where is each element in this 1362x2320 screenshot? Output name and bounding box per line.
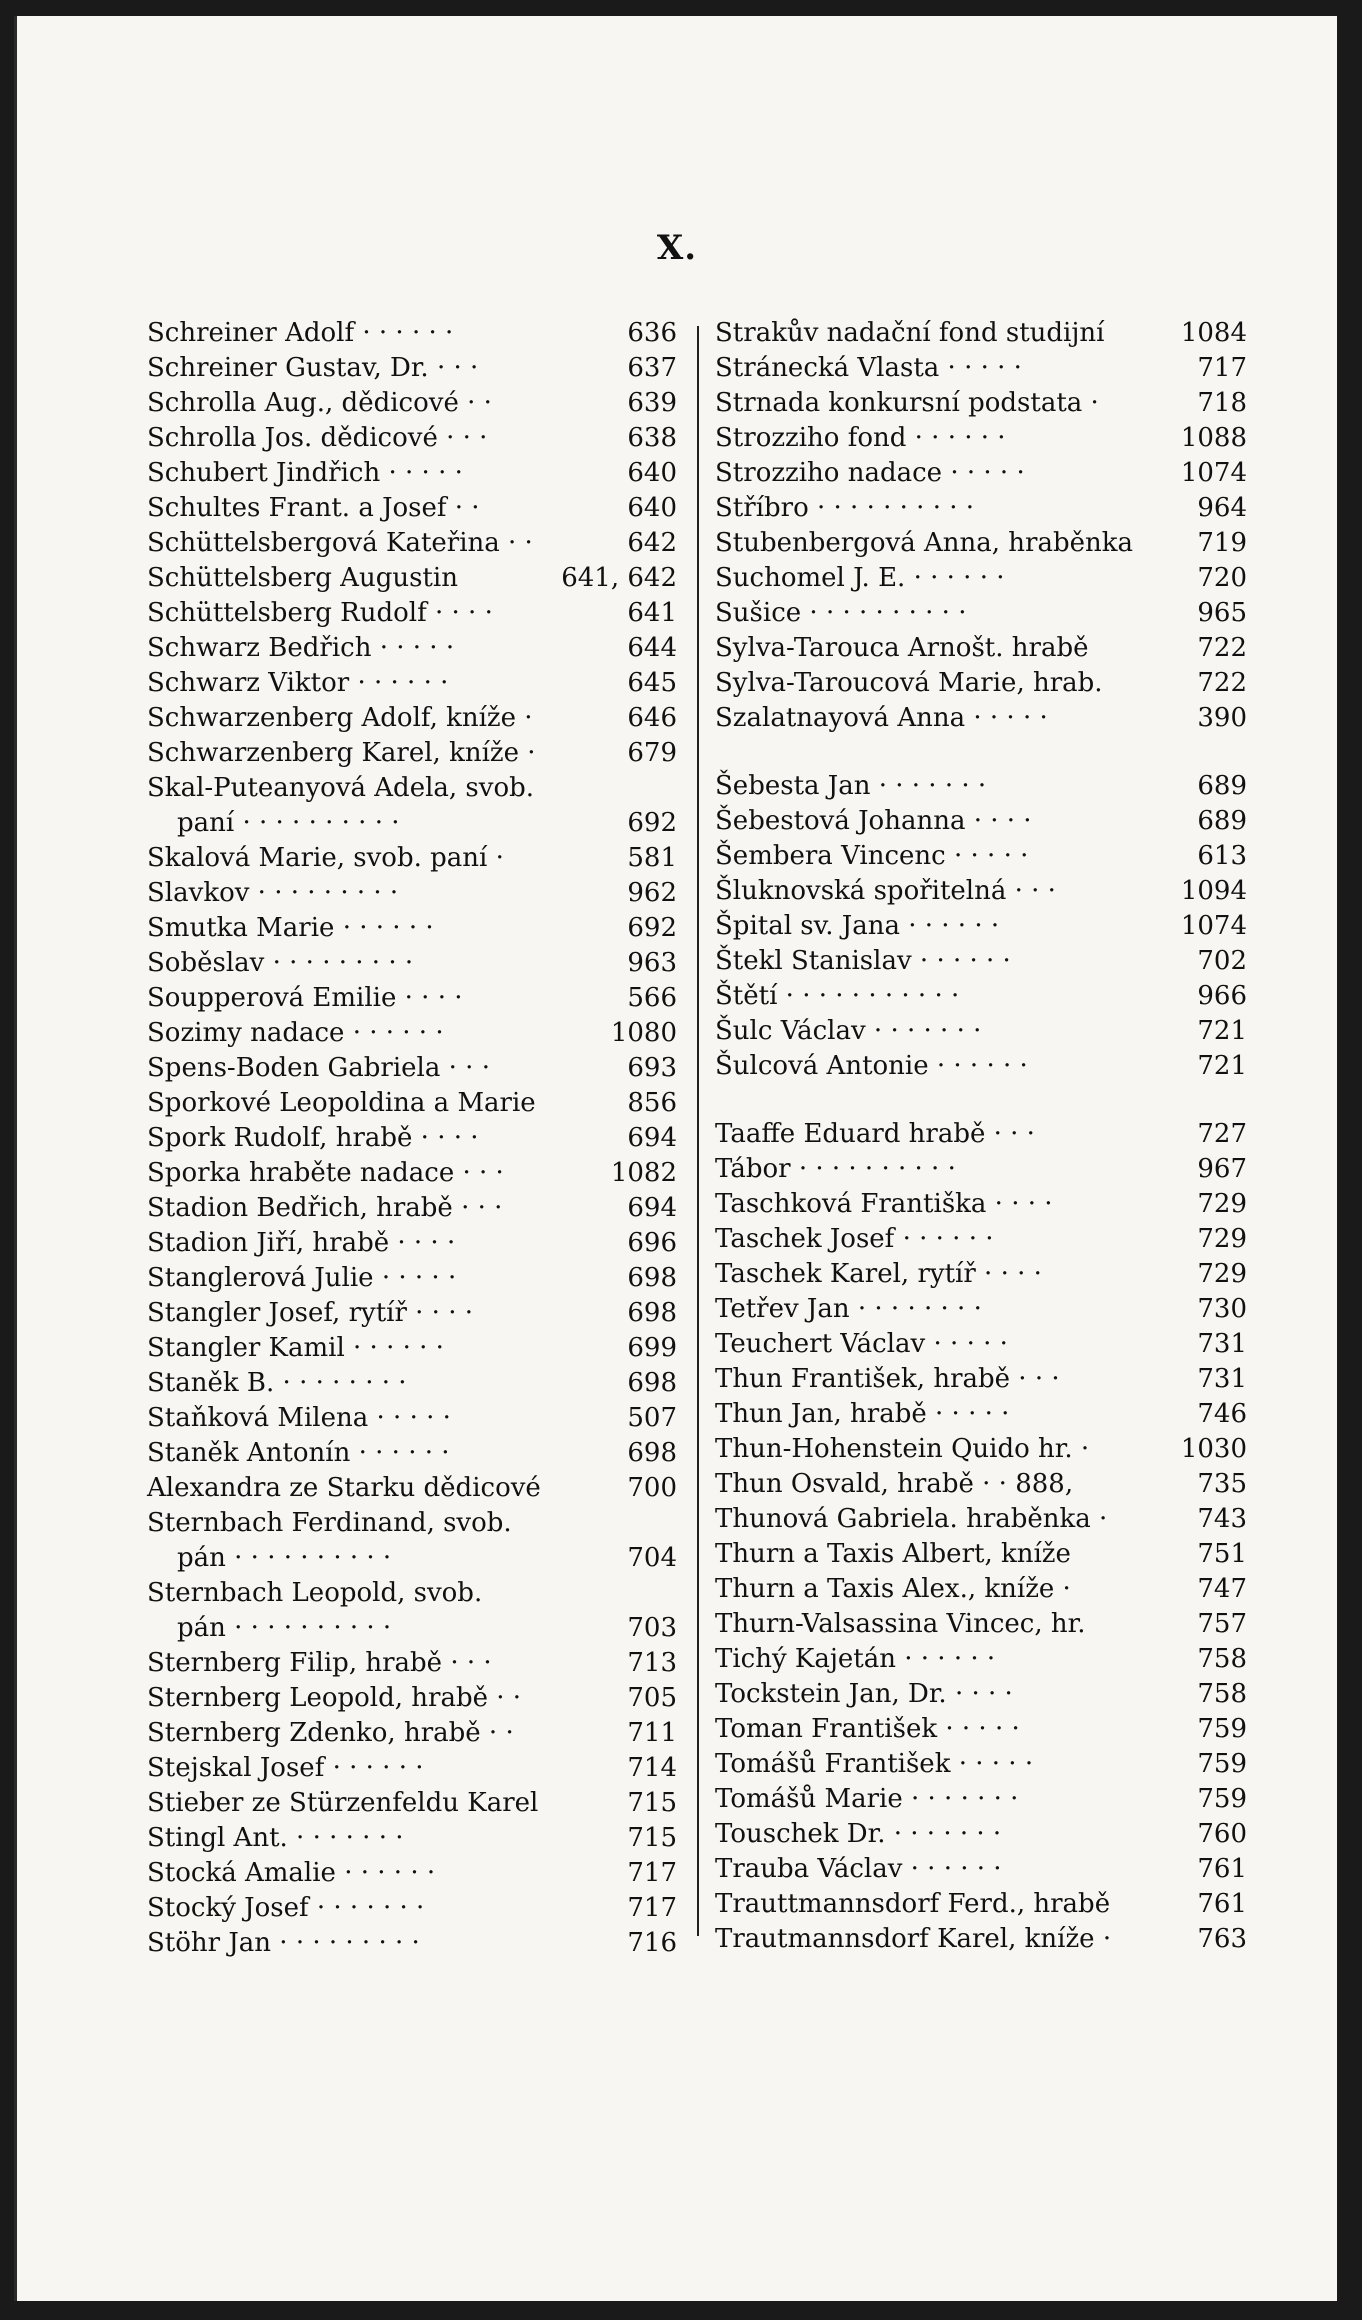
entry-page-number: 727: [1193, 1117, 1247, 1152]
right-column: [715, 316, 1247, 1957]
index-entry: [715, 491, 1247, 526]
entry-name: Schüttelsberg Augustin: [147, 563, 458, 593]
entry-name: Šembera Vincenc · · · · ·: [715, 841, 1029, 871]
index-entry: [147, 911, 677, 946]
index-entry: [147, 1821, 677, 1856]
index-entry: [715, 701, 1247, 736]
index-entry: [715, 1537, 1247, 1572]
index-entry: [715, 1502, 1247, 1537]
index-entry: [147, 1856, 677, 1891]
entry-page-number: 758: [1193, 1677, 1247, 1712]
entry-page-number: 963: [623, 946, 677, 981]
index-entry: [715, 456, 1247, 491]
index-entry: [147, 1261, 677, 1296]
index-entry: [147, 386, 677, 421]
index-entry: [147, 1681, 677, 1716]
index-entry: [147, 1401, 677, 1436]
entry-name: Sternbach Leopold, svob.: [147, 1578, 483, 1608]
entry-name: Stříbro · · · · · · · · · ·: [715, 493, 975, 523]
entry-page-number: 719: [1193, 526, 1247, 561]
entry-page-number: 717: [1193, 351, 1247, 386]
index-entry: [147, 771, 677, 806]
entry-page-number: 722: [1193, 631, 1247, 666]
entry-page-number: 700: [623, 1471, 677, 1506]
entry-page-number: 713: [623, 1646, 677, 1681]
entry-page-number: 641: [623, 596, 677, 631]
index-entry: [715, 1467, 1247, 1502]
entry-name: Taschková Františka · · · ·: [715, 1189, 1053, 1219]
entry-name: Štětí · · · · · · · · · · ·: [715, 981, 960, 1011]
index-entry: [715, 1222, 1247, 1257]
index-entry: [147, 1541, 677, 1576]
index-entry: [147, 1121, 677, 1156]
index-entry: [715, 526, 1247, 561]
entry-name: Sylva-Taroucová Marie, hrab.: [715, 668, 1103, 698]
index-entry: [715, 1677, 1247, 1712]
entry-name: Staněk Antonín · · · · · ·: [147, 1438, 450, 1468]
entry-name: Schüttelsberg Rudolf · · · ·: [147, 598, 493, 628]
entry-page-number: 967: [1193, 1152, 1247, 1187]
entry-name: Taaffe Eduard hrabě · · ·: [715, 1119, 1035, 1149]
entry-page-number: 640: [623, 456, 677, 491]
index-entry: [147, 1366, 677, 1401]
index-entry: [147, 1051, 677, 1086]
entry-name: Thurn a Taxis Alex., kníže ·: [715, 1574, 1071, 1604]
index-entry: [715, 804, 1247, 839]
entry-page-number: 966: [1193, 979, 1247, 1014]
entry-name: Teuchert Václav · · · · ·: [715, 1329, 1008, 1359]
entry-name: Alexandra ze Starku dědicové: [147, 1473, 541, 1503]
index-entry: [147, 1226, 677, 1261]
entry-page-number: 1080: [607, 1016, 677, 1051]
entry-name: Strozziho fond · · · · · ·: [715, 423, 1006, 453]
entry-page-number: 962: [623, 876, 677, 911]
index-entry: [147, 1611, 677, 1646]
entry-page-number: 1082: [607, 1156, 677, 1191]
entry-name: Sušice · · · · · · · · · ·: [715, 598, 967, 628]
entry-name: Sternberg Filip, hrabě · · ·: [147, 1648, 492, 1678]
entry-name: Skal-Puteanyová Adela, svob.: [147, 773, 535, 803]
entry-page-number: 718: [1193, 386, 1247, 421]
entry-page-number: 696: [623, 1226, 677, 1261]
index-entry: [715, 596, 1247, 631]
entry-name: Stocký Josef · · · · · · ·: [147, 1893, 425, 1923]
index-entry: [147, 1926, 677, 1961]
index-entry: [147, 1086, 677, 1121]
index-entry: [147, 1716, 677, 1751]
index-entry: [715, 1852, 1247, 1887]
index-entry: [715, 1607, 1247, 1642]
index-entry: [147, 1891, 677, 1926]
index-entry: [715, 1922, 1247, 1957]
index-entry: [715, 769, 1247, 804]
entry-page-number: 759: [1193, 1747, 1247, 1782]
entry-page-number: 1088: [1177, 421, 1247, 456]
index-entry: [147, 561, 677, 596]
entry-page-number: 729: [1193, 1187, 1247, 1222]
entry-name: Strozziho nadace · · · · ·: [715, 458, 1025, 488]
entry-name: Tomášů František · · · · ·: [715, 1749, 1034, 1779]
index-entry: [715, 909, 1247, 944]
entry-page-number: 721: [1193, 1049, 1247, 1084]
index-entry: [147, 946, 677, 981]
entry-name: Sternberg Zdenko, hrabě · ·: [147, 1718, 514, 1748]
entry-page-number: 692: [623, 806, 677, 841]
entry-name: Staňková Milena · · · · ·: [147, 1403, 451, 1433]
entry-page-number: 705: [623, 1681, 677, 1716]
entry-page-number: 715: [623, 1786, 677, 1821]
entry-page-number: 743: [1193, 1502, 1247, 1537]
entry-name: Špital sv. Jana · · · · · ·: [715, 911, 1000, 941]
entry-page-number: 566: [623, 981, 677, 1016]
entry-name: Thun František, hrabě · · ·: [715, 1364, 1060, 1394]
entry-page-number: 641, 642: [557, 561, 677, 596]
index-entry: [715, 1747, 1247, 1782]
entry-name: Šluknovská spořitelná · · ·: [715, 876, 1056, 906]
entry-page-number: 644: [623, 631, 677, 666]
entry-page-number: 698: [623, 1296, 677, 1331]
index-entry: [147, 1471, 677, 1506]
entry-page-number: 735: [1193, 1467, 1247, 1502]
entry-page-number: 856: [623, 1086, 677, 1121]
entry-page-number: 759: [1193, 1712, 1247, 1747]
entry-name: Thun Jan, hrabě · · · · ·: [715, 1399, 1010, 1429]
entry-page-number: 1084: [1177, 316, 1247, 351]
entry-page-number: 1094: [1177, 874, 1247, 909]
entry-name: Touschek Dr. · · · · · · ·: [715, 1819, 1002, 1849]
entry-name: Spens-Boden Gabriela · · ·: [147, 1053, 490, 1083]
entry-name: Schreiner Adolf · · · · · ·: [147, 318, 454, 348]
entry-page-number: 642: [623, 526, 677, 561]
entry-page-number: 711: [623, 1716, 677, 1751]
entry-name: Toman František · · · · ·: [715, 1714, 1020, 1744]
entry-name: Szalatnayová Anna · · · · ·: [715, 703, 1048, 733]
index-entry: [715, 1152, 1247, 1187]
entry-name: paní · · · · · · · · · ·: [177, 808, 400, 838]
entry-page-number: 721: [1193, 1014, 1247, 1049]
entry-page-number: 693: [623, 1051, 677, 1086]
entry-page-number: 704: [623, 1541, 677, 1576]
index-entry: [715, 1887, 1247, 1922]
entry-name: Thun-Hohenstein Quido hr. ·: [715, 1434, 1090, 1464]
entry-page-number: 758: [1193, 1642, 1247, 1677]
entry-name: Sporka hraběte nadace · · ·: [147, 1158, 504, 1188]
column-divider: [697, 326, 699, 1936]
index-entry: [147, 421, 677, 456]
entry-name: Soběslav · · · · · · · · ·: [147, 948, 414, 978]
entry-name: Stadion Jiří, hrabě · · · ·: [147, 1228, 456, 1258]
entry-name: Stangler Josef, rytíř · · · ·: [147, 1298, 474, 1328]
page-number: X.: [656, 228, 698, 268]
entry-page-number: 730: [1193, 1292, 1247, 1327]
entry-name: Štekl Stanislav · · · · · ·: [715, 946, 1011, 976]
index-entry: [715, 1117, 1247, 1152]
index-entry: [715, 1014, 1247, 1049]
entry-page-number: 717: [623, 1891, 677, 1926]
index-entry: [715, 316, 1247, 351]
entry-page-number: 639: [623, 386, 677, 421]
entry-page-number: 714: [623, 1751, 677, 1786]
entry-name: Suchomel J. E. · · · · · ·: [715, 563, 1005, 593]
entry-name: Taschek Karel, rytíř · · · ·: [715, 1259, 1042, 1289]
entry-page-number: 747: [1193, 1572, 1247, 1607]
entry-page-number: 698: [623, 1366, 677, 1401]
index-entry: [147, 806, 677, 841]
entry-name: Tetřev Jan · · · · · · · ·: [715, 1294, 982, 1324]
index-entry: [147, 981, 677, 1016]
entry-page-number: 702: [1193, 944, 1247, 979]
entry-name: Thun Osvald, hrabě · · 888,: [715, 1469, 1074, 1499]
index-entry: [147, 1646, 677, 1681]
index-entry: [147, 841, 677, 876]
entry-page-number: 638: [623, 421, 677, 456]
index-entry: [715, 631, 1247, 666]
entry-name: Schubert Jindřich · · · · ·: [147, 458, 463, 488]
index-entry: [147, 1506, 677, 1541]
index-entry: [715, 1362, 1247, 1397]
index-entry: [715, 1049, 1247, 1084]
entry-name: Schrolla Jos. dědicové · · ·: [147, 423, 488, 453]
entry-page-number: 581: [623, 841, 677, 876]
index-entry: [147, 351, 677, 386]
entry-name: Stocká Amalie · · · · · ·: [147, 1858, 436, 1888]
entry-page-number: 761: [1193, 1887, 1247, 1922]
entry-page-number: 1074: [1177, 456, 1247, 491]
entry-name: Spork Rudolf, hrabě · · · ·: [147, 1123, 479, 1153]
index-entry: [147, 631, 677, 666]
index-entry: [147, 1331, 677, 1366]
entry-name: Staněk B. · · · · · · · ·: [147, 1368, 407, 1398]
entry-page-number: 717: [623, 1856, 677, 1891]
index-entry: [715, 874, 1247, 909]
entry-name: Slavkov · · · · · · · · ·: [147, 878, 399, 908]
entry-name: Tomášů Marie · · · · · · ·: [715, 1784, 1019, 1814]
entry-name: Schultes Frant. a Josef · ·: [147, 493, 480, 523]
entry-name: Stejskal Josef · · · · · ·: [147, 1753, 424, 1783]
index-entry: [147, 666, 677, 701]
entry-name: Trauttmannsdorf Ferd., hrabě: [715, 1889, 1111, 1919]
entry-name: Tockstein Jan, Dr. · · · ·: [715, 1679, 1013, 1709]
entry-name: Šulcová Antonie · · · · · ·: [715, 1051, 1028, 1081]
entry-page-number: 716: [623, 1926, 677, 1961]
entry-page-number: 729: [1193, 1257, 1247, 1292]
left-column: [147, 316, 677, 1961]
entry-page-number: 729: [1193, 1222, 1247, 1257]
index-entry: [715, 351, 1247, 386]
index-page: [14, 16, 1337, 2301]
entry-name: Stöhr Jan · · · · · · · · ·: [147, 1928, 420, 1958]
entry-page-number: 703: [623, 1611, 677, 1646]
entry-page-number: 613: [1193, 839, 1247, 874]
entry-page-number: 964: [1193, 491, 1247, 526]
index-entry: [715, 666, 1247, 701]
index-entry: [715, 1397, 1247, 1432]
entry-name: Šulc Václav · · · · · · ·: [715, 1016, 982, 1046]
entry-name: Stadion Bedřich, hrabě · · ·: [147, 1193, 503, 1223]
entry-page-number: 507: [623, 1401, 677, 1436]
entry-page-number: 1074: [1177, 909, 1247, 944]
entry-name: pán · · · · · · · · · ·: [177, 1543, 392, 1573]
entry-name: Schwarzenberg Karel, kníže ·: [147, 738, 536, 768]
index-entry: [715, 1572, 1247, 1607]
index-entry: [715, 1292, 1247, 1327]
entry-name: Trauba Václav · · · · · ·: [715, 1854, 1002, 1884]
index-entry: [715, 1817, 1247, 1852]
entry-page-number: 757: [1193, 1607, 1247, 1642]
entry-name: Strakův nadační fond studijní: [715, 318, 1105, 348]
entry-name: Sporkové Leopoldina a Marie: [147, 1088, 536, 1118]
entry-name: Skalová Marie, svob. paní ·: [147, 843, 504, 873]
entry-name: Schwarzenberg Adolf, kníže ·: [147, 703, 533, 733]
entry-page-number: 715: [623, 1821, 677, 1856]
entry-page-number: 746: [1193, 1397, 1247, 1432]
entry-page-number: 689: [1193, 769, 1247, 804]
entry-name: Smutka Marie · · · · · ·: [147, 913, 434, 943]
entry-page-number: 761: [1193, 1852, 1247, 1887]
entry-name: Stieber ze Stürzenfeldu Karel: [147, 1788, 539, 1818]
index-entry: [715, 421, 1247, 456]
entry-name: Sternberg Leopold, hrabě · ·: [147, 1683, 522, 1713]
entry-page-number: 694: [623, 1121, 677, 1156]
entry-name: Tichý Kajetán · · · · · ·: [715, 1644, 996, 1674]
index-entry: [715, 386, 1247, 421]
entry-page-number: 694: [623, 1191, 677, 1226]
index-entry: [147, 876, 677, 911]
entry-name: Tábor · · · · · · · · · ·: [715, 1154, 956, 1184]
entry-name: Thunová Gabriela. hraběnka ·: [715, 1504, 1108, 1534]
entry-page-number: 699: [623, 1331, 677, 1366]
entry-name: Stránecká Vlasta · · · · ·: [715, 353, 1022, 383]
index-entry: [147, 701, 677, 736]
entry-name: Stanglerová Julie · · · · ·: [147, 1263, 457, 1293]
entry-page-number: 760: [1193, 1817, 1247, 1852]
index-entry: [715, 1782, 1247, 1817]
entry-page-number: 679: [623, 736, 677, 771]
entry-page-number: 720: [1193, 561, 1247, 596]
entry-page-number: 751: [1193, 1537, 1247, 1572]
entry-name: Šebesta Jan · · · · · · ·: [715, 771, 987, 801]
entry-name: Soupperová Emilie · · · ·: [147, 983, 463, 1013]
entry-name: Thurn a Taxis Albert, kníže: [715, 1539, 1071, 1569]
entry-name: Sternbach Ferdinand, svob.: [147, 1508, 512, 1538]
index-entry: [715, 1712, 1247, 1747]
entry-name: Schrolla Aug., dědicové · ·: [147, 388, 492, 418]
entry-page-number: 645: [623, 666, 677, 701]
entry-name: Schreiner Gustav, Dr. · · ·: [147, 353, 479, 383]
entry-name: Thurn-Valsassina Vincec, hr.: [715, 1609, 1086, 1639]
entry-name: pán · · · · · · · · · ·: [177, 1613, 392, 1643]
entry-name: Stubenbergová Anna, hraběnka: [715, 528, 1133, 558]
entry-page-number: 731: [1193, 1327, 1247, 1362]
index-entry: [715, 944, 1247, 979]
entry-page-number: 689: [1193, 804, 1247, 839]
entry-name: Schwarz Bedřich · · · · ·: [147, 633, 455, 663]
entry-page-number: 763: [1193, 1922, 1247, 1957]
index-entry: [715, 979, 1247, 1014]
entry-page-number: 636: [623, 316, 677, 351]
index-entry: [147, 526, 677, 561]
index-entry: [147, 1751, 677, 1786]
entry-page-number: 646: [623, 701, 677, 736]
entry-name: Taschek Josef · · · · · ·: [715, 1224, 994, 1254]
entry-page-number: 390: [1193, 701, 1247, 736]
entry-page-number: 692: [623, 911, 677, 946]
entry-page-number: 698: [623, 1261, 677, 1296]
entry-page-number: 698: [623, 1436, 677, 1471]
entry-name: Sozimy nadace · · · · · ·: [147, 1018, 444, 1048]
index-entry: [147, 491, 677, 526]
index-entry: [147, 596, 677, 631]
index-entry: [147, 1786, 677, 1821]
index-entry: [147, 1296, 677, 1331]
entry-page-number: 759: [1193, 1782, 1247, 1817]
entry-page-number: 722: [1193, 666, 1247, 701]
index-entry: [147, 1156, 677, 1191]
index-entry: [715, 1187, 1247, 1222]
entry-name: Strnada konkursní podstata ·: [715, 388, 1099, 418]
entry-name: Sylva-Tarouca Arnošt. hrabě: [715, 633, 1089, 663]
entry-page-number: 965: [1193, 596, 1247, 631]
index-entry: [147, 1436, 677, 1471]
entry-page-number: 640: [623, 491, 677, 526]
index-entry: [147, 316, 677, 351]
entry-name: Šebestová Johanna · · · ·: [715, 806, 1032, 836]
index-entry: [715, 1432, 1247, 1467]
entry-page-number: 637: [623, 351, 677, 386]
entry-page-number: 731: [1193, 1362, 1247, 1397]
index-entry: [147, 736, 677, 771]
index-entry: [715, 561, 1247, 596]
index-entry: [715, 1327, 1247, 1362]
index-entry: [147, 456, 677, 491]
index-entry: [147, 1016, 677, 1051]
entry-name: Stangler Kamil · · · · · ·: [147, 1333, 444, 1363]
entry-page-number: 1030: [1177, 1432, 1247, 1467]
entry-name: Trautmannsdorf Karel, kníže ·: [715, 1924, 1112, 1954]
index-entry: [715, 1257, 1247, 1292]
entry-name: Stingl Ant. · · · · · · ·: [147, 1823, 404, 1853]
index-entry: [147, 1576, 677, 1611]
entry-name: Schwarz Viktor · · · · · ·: [147, 668, 449, 698]
index-entry: [715, 839, 1247, 874]
index-entry: [715, 1642, 1247, 1677]
index-entry: [147, 1191, 677, 1226]
entry-name: Schüttelsbergová Kateřina · ·: [147, 528, 533, 558]
